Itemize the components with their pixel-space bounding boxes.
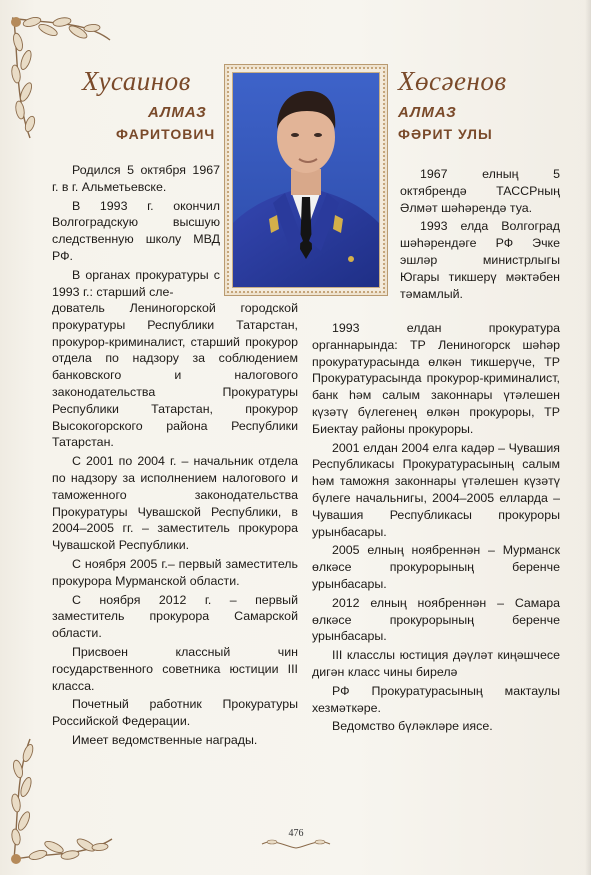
given-name-russian: АЛМАЗ <box>148 104 207 121</box>
patronymic-russian: ФАРИТОВИЧ <box>116 126 216 142</box>
bio-paragraph: В 1993 г. окончил Волгоградскую высшую следственную школу МВД РФ. <box>52 198 220 263</box>
russian-biography <box>52 162 220 300</box>
page-spine-shadow <box>585 0 591 875</box>
bio-paragraph: С ноября 2005 г.– первый заместитель прокурора Мурманской области. <box>52 556 298 588</box>
portrait-frame <box>224 64 388 296</box>
page-number: 476 <box>288 828 304 839</box>
bio-paragraph: 1993 елдан прокуратура органнарында: ТР Лениногорск шәһәр прокуратурасында өлкән тикшерүче, ТР Прокуратурасында прокурор-криминалист, банк һәм салым законнары үтәлешен күзәтү бүлегенең өлкән прокуроры, ТР Биектау районы прокуроры. <box>312 321 560 436</box>
surname-russian: Хусаинов <box>82 66 191 96</box>
bio-paragraph: РФ Прокуратурасының мактаулы хезмәткәре. <box>312 683 560 715</box>
russian-biography-wide <box>52 300 298 751</box>
bio-paragraph: Ведомство бүләкләре иясе. <box>332 719 493 734</box>
bio-paragraph: Присвоен классный чин государственного советника юстиции III класса. <box>52 644 298 693</box>
bio-paragraph: С ноября 2012 г. – первый заместитель прокурора Самарской области. <box>52 592 298 641</box>
bio-paragraph: Имеет ведомственные награды. <box>72 732 258 747</box>
tatar-biography-wide <box>312 320 560 737</box>
bio-paragraph: Почетный работник Прокуратуры Российской Федерации. <box>52 697 298 729</box>
laurel-ornament-icon <box>4 735 116 867</box>
tatar-biography <box>400 166 560 304</box>
bio-paragraph: 2001 елдан 2004 елга кадәр – Чувашия Республикасы Прокуратурасының салым һәм таможня законнары үтәлешен күзәтү бүлеге начальнигы, 2004–2005 елларда – Чувашия Республикасы прокуроры урынбасары. <box>312 440 560 539</box>
patronymic-tatar: ФӘРИТ УЛЫ <box>398 126 493 142</box>
bio-paragraph: С 2001 по 2004 г. – начальник отдела по надзору за исполнением налогового и таможенного законодательства Прокуратуры Чувашской Республики, в 2004–2005 гг. – заместитель прокурора Чувашской Республики. <box>52 454 298 553</box>
bio-paragraph: 2005 елның ноябреннән – Мурманск өлкәсе прокурорының беренче урынбасары. <box>312 543 560 591</box>
given-name-tatar: АЛМАЗ <box>398 104 457 121</box>
bio-paragraph: III класслы юстиция дәүләт киңәшчесе дигән класс чины бирелә <box>312 648 560 679</box>
portrait-photo <box>232 72 380 288</box>
surname-tatar: Хөсәенов <box>398 66 507 96</box>
bio-paragraph: 1967 елның 5 октябрендә ТАССРның Әлмәт шәһәрендә туа. <box>400 167 560 215</box>
bio-paragraph: дователь Лениногорской городской прокуратуры Республики Татарстан, прокурор-криминалист, старший прокурор отдела по надзору за соблюдением банковского и налогового законодательства Прокуратуры Республики Татарстан, прокурор Высокогорского района Республики Татарстан. <box>52 301 298 450</box>
bio-paragraph: В органах прокуратуры с 1993 г.: старший сле- <box>52 267 220 299</box>
bio-paragraph: 2012 елның ноябреннән – Самара өлкәсе прокурорының беренче урынбасары. <box>312 595 560 644</box>
bio-paragraph: 1993 елда Волгоград шәһәрендәге РФ Эчке эшләр министрлыгы Югары тикшерү мәктәбен тәмамлый. <box>400 219 560 301</box>
bio-paragraph: Родился 5 октября 1967 г. в г. Альметьевске. <box>52 163 220 194</box>
